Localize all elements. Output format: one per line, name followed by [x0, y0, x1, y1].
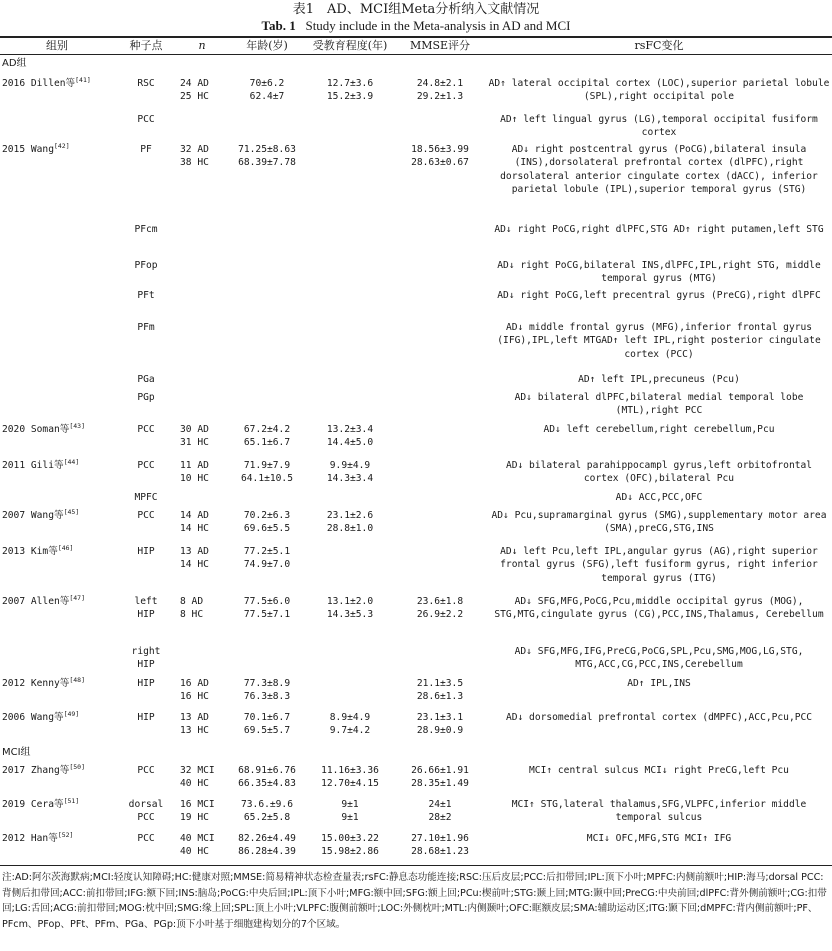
cell-n: 32 AD 38 HC — [180, 144, 209, 169]
cell-edu: 13.1±2.0 14.3±5.3 — [326, 596, 374, 621]
cell-mmse: 24.8±2.1 29.2±1.3 — [416, 78, 464, 103]
citation-ref: [41] — [75, 75, 91, 84]
cell-rsfc: AD↓ SFG,MFG,IFG,PreCG,PoCG,SPL,Pcu,SMG,MOG,LG,STG, MTG,ACC,CG,PCC,INS,Cerebellum — [514, 646, 804, 671]
cell-rsfc: AD↓ right PoCG,right dlPFC,STG AD↑ right putamen,left STG — [494, 224, 824, 235]
cell-edu: 9±1 9±1 — [341, 799, 359, 824]
header-rsfc: rsFC变化 — [634, 39, 684, 52]
cell-n: 14 AD 14 HC — [180, 510, 209, 535]
cell-study: 2017 Zhang等[50] — [2, 762, 86, 776]
cell-seed: HIP — [137, 546, 155, 557]
cell-mmse: 23.6±1.8 26.9±2.2 — [416, 596, 464, 621]
cell-seed: PCC — [137, 765, 155, 776]
cell-rsfc: AD↓ right PoCG,bilateral INS,dlPFC,IPL,right STG, middle temporal gyrus (MTG) — [497, 260, 821, 285]
cell-rsfc: AD↓ left cerebellum,right cerebellum,Pcu — [543, 424, 775, 435]
cell-study: 2020 Soman等[43] — [2, 421, 86, 435]
header-study: 组别 — [46, 39, 68, 52]
header-age: 年龄(岁) — [246, 39, 288, 52]
header-n: n — [198, 39, 206, 52]
cell-n: 40 MCI 40 HC — [180, 833, 215, 858]
cell-rsfc: MCI↑ central sulcus MCI↓ right PreCG,left Pcu — [529, 765, 789, 776]
cell-rsfc: MCI↑ STG,lateral thalamus,SFG,VLPFC,inferior middle temporal sulcus — [511, 799, 807, 824]
table-footnote: 注:AD:阿尔茨海默病;MCI:轻度认知障碍;HC:健康对照;MMSE:简易精神状态检查量表;rsFC:静息态功能连接;RSC:压后皮层;PCC:后扣带回;IPL:顶下小叶;MPFC:内侧前额叶;HIP:海马;dorsal PCC:背侧后扣带回;ACC:前扣带回;IFG:额下回;INS:脑岛;PoCG:中央后回;IPL:顶下小叶;MFG:额中回;SFG:额上回;PCu:楔前叶;STG:颞上回;MTG:颞中回;PreCG:中央前回;dlPFC:背外侧前额叶;CG:扣带回;LG:舌回;ACG:前扣带回;MOG:枕中回;SMG:缘上回;SPL:顶上小叶;VLPFC:腹侧前额叶;LOC:外侧枕叶;MTL:内侧颞叶;OFC:眶额皮层;SMA:辅助运动区;ITG:颞下回;dMPFC:背内侧前额叶;PF、PFcm、PFop、PFt、PFm、PGa、PGp:顶下小叶基于细胞建构划分的7个区域。 — [2, 872, 827, 930]
cell-edu: 11.16±3.36 12.70±4.15 — [321, 765, 379, 790]
cell-age: 77.3±8.9 76.3±8.3 — [243, 678, 291, 703]
cell-study: 2011 Gili等[44] — [2, 457, 80, 471]
cell-age: 82.26±4.49 86.28±4.39 — [238, 833, 296, 858]
cell-rsfc: AD↓ right PoCG,left precentral gyrus (PreCG),right dlPFC — [497, 290, 821, 301]
cell-study: 2007 Allen等[47] — [2, 593, 86, 607]
cell-seed: PFop — [134, 260, 158, 271]
cell-edu: 13.2±3.4 14.4±5.0 — [326, 424, 374, 449]
cell-n: 32 MCI 40 HC — [180, 765, 215, 790]
cell-study: 2015 Wang[42] — [2, 141, 70, 155]
group-label-ad: AD组 — [2, 58, 27, 69]
cell-seed: dorsal PCC — [128, 799, 164, 824]
header-mmse: MMSE评分 — [409, 39, 471, 52]
citation-ref: [46] — [57, 543, 74, 552]
cell-n: 8 AD 8 HC — [180, 596, 204, 621]
cell-study: 2012 Han等[52] — [2, 830, 74, 844]
cell-rsfc: AD↓ dorsomedial prefrontal cortex (dMPFC),ACC,Pcu,PCC — [505, 712, 813, 723]
cell-age: 67.2±4.2 65.1±6.7 — [243, 424, 291, 449]
cell-mmse: 21.1±3.5 28.6±1.3 — [416, 678, 464, 703]
cell-edu: 9.9±4.9 14.3±3.4 — [326, 460, 374, 485]
cell-edu: 8.9±4.9 9.7±4.2 — [329, 712, 371, 737]
citation-ref: [52] — [57, 830, 74, 839]
cell-mmse: 23.1±3.1 28.9±0.9 — [416, 712, 464, 737]
cell-n: 24 AD 25 HC — [180, 78, 209, 103]
cell-seed: PCC — [137, 460, 155, 471]
cell-rsfc: AD↑ IPL,INS — [627, 678, 691, 689]
cell-seed: MPFC — [134, 492, 158, 503]
cell-rsfc: AD↑ left lingual gyrus (LG),temporal occipital fusiform cortex — [500, 114, 818, 139]
cell-seed: PCC — [137, 833, 155, 844]
cell-age: 71.25±8.63 68.39±7.78 — [238, 144, 296, 169]
cell-mmse: 27.10±1.96 28.68±1.23 — [411, 833, 469, 858]
table-bottom-rule — [0, 865, 832, 867]
header-education: 受教育程度(年) — [312, 39, 388, 52]
cell-seed: HIP — [137, 678, 155, 689]
cell-study: 2016 Dillen等[41] — [2, 75, 91, 89]
cell-age: 68.91±6.76 66.35±4.83 — [238, 765, 296, 790]
cell-n: 30 AD 31 HC — [180, 424, 209, 449]
cell-study: 2012 Kenny等[48] — [2, 675, 86, 689]
table-caption-cn: 表1 AD、MCI组Meta分析纳入文献情况 — [292, 2, 540, 17]
cell-seed: PGa — [137, 374, 155, 385]
cell-rsfc: AD↑ left IPL,precuneus (Pcu) — [578, 374, 740, 385]
cell-seed: PFt — [137, 290, 155, 301]
cell-seed: PCC — [137, 510, 155, 521]
cell-seed: left HIP — [134, 596, 158, 621]
cell-seed: RSC — [137, 78, 155, 89]
cell-age: 71.9±7.9 64.1±10.5 — [241, 460, 293, 485]
citation-ref: [45] — [63, 507, 80, 516]
cell-age: 70.2±6.3 69.6±5.5 — [243, 510, 291, 535]
cell-seed: PFcm — [134, 224, 158, 235]
cell-n: 16 AD 16 HC — [180, 678, 209, 703]
cell-seed: PFm — [137, 322, 155, 333]
cell-seed: PCC — [137, 424, 155, 435]
header-seed: 种子点 — [129, 39, 163, 52]
cell-edu: 23.1±2.6 28.8±1.0 — [326, 510, 374, 535]
cell-age: 77.5±6.0 77.5±7.1 — [243, 596, 291, 621]
cell-mmse: 26.66±1.91 28.35±1.49 — [411, 765, 469, 790]
cell-rsfc: AD↓ Pcu,supramarginal gyrus (SMG),supplementary motor area (SMA),preCG,STG,INS — [491, 510, 827, 535]
cell-rsfc: AD↑ lateral occipital cortex (LOC),superior parietal lobule (SPL),right occipital pole — [488, 78, 830, 103]
cell-study: 2007 Wang等[45] — [2, 507, 80, 521]
cell-seed: right HIP — [131, 646, 161, 671]
cell-n: 11 AD 10 HC — [180, 460, 209, 485]
cell-rsfc: AD↓ middle frontal gyrus (MFG),inferior frontal gyrus (IFG),IPL,left MTGAD↑ left IPL,right posterior cingulate cortex (PCC) — [497, 322, 821, 360]
cell-rsfc: AD↓ right postcentral gyrus (PoCG),bilateral insula (INS),dorsolateral prefrontal cortex (dlPFC),right dorsolateral anterior cingulate cortex (dACC), inferior parietal lobule (IPL),superior temporal gyrus (STG) — [500, 144, 818, 196]
cell-seed: HIP — [137, 712, 155, 723]
citation-ref: [48] — [69, 675, 86, 684]
citation-ref: [47] — [69, 593, 86, 602]
cell-n: 16 MCI 19 HC — [180, 799, 215, 824]
cell-n: 13 AD 14 HC — [180, 546, 209, 571]
cell-rsfc: AD↓ bilateral parahippocampl gyrus,left orbitofrontal cortex (OFC),bilateral Pcu — [505, 460, 813, 485]
group-label-mci: MCI组 — [2, 747, 31, 758]
cell-age: 70±6.2 62.4±7 — [249, 78, 285, 103]
cell-rsfc: AD↓ left Pcu,left IPL,angular gyrus (AG),right superior frontal gyrus (SFG),left fusiform gyrus, right inferior temporal gyrus (ITG) — [500, 546, 818, 584]
cell-edu: 15.00±3.22 15.98±2.86 — [321, 833, 379, 858]
cell-study: 2019 Cera等[51] — [2, 796, 80, 810]
citation-ref: [44] — [63, 457, 80, 466]
meta-analysis-table — [0, 36, 832, 866]
citation-ref: [50] — [69, 762, 86, 771]
table-header-rule — [0, 54, 832, 55]
cell-mmse: 18.56±3.99 28.63±0.67 — [411, 144, 469, 169]
cell-age: 77.2±5.1 74.9±7.0 — [243, 546, 291, 571]
cell-mmse: 24±1 28±2 — [428, 799, 452, 824]
cell-rsfc: AD↓ ACC,PCC,OFC — [615, 492, 703, 503]
table-title: Study include in the Meta-analysis in AD and MCI — [305, 18, 571, 33]
table-label: Tab. 1 — [261, 18, 296, 33]
cell-age: 70.1±6.7 69.5±5.7 — [243, 712, 291, 737]
cell-seed: PGp — [137, 392, 155, 403]
cell-rsfc: MCI↓ OFC,MFG,STG MCI↑ IFG — [586, 833, 732, 844]
citation-ref: [49] — [63, 709, 80, 718]
cell-rsfc: AD↓ SFG,MFG,PoCG,Pcu,middle occipital gyrus (MOG), STG,MTG,cingulate gyrus (CG),PCC,INS,Thalamus, Cerebellum — [494, 596, 824, 621]
citation-ref: [43] — [69, 421, 86, 430]
cell-age: 73.6.±9.6 65.2±5.8 — [241, 799, 293, 824]
cell-edu: 12.7±3.6 15.2±3.9 — [326, 78, 374, 103]
cell-study: 2013 Kim等[46] — [2, 543, 74, 557]
citation-ref: [51] — [63, 796, 80, 805]
cell-study: 2006 Wang等[49] — [2, 709, 80, 723]
cell-rsfc: AD↓ bilateral dlPFC,bilateral medial temporal lobe (MTL),right PCC — [514, 392, 804, 417]
table-caption-en — [0, 18, 832, 34]
citation-ref: [42] — [53, 141, 70, 150]
cell-n: 13 AD 13 HC — [180, 712, 209, 737]
cell-seed: PF — [140, 144, 152, 155]
cell-seed: PCC — [137, 114, 155, 125]
